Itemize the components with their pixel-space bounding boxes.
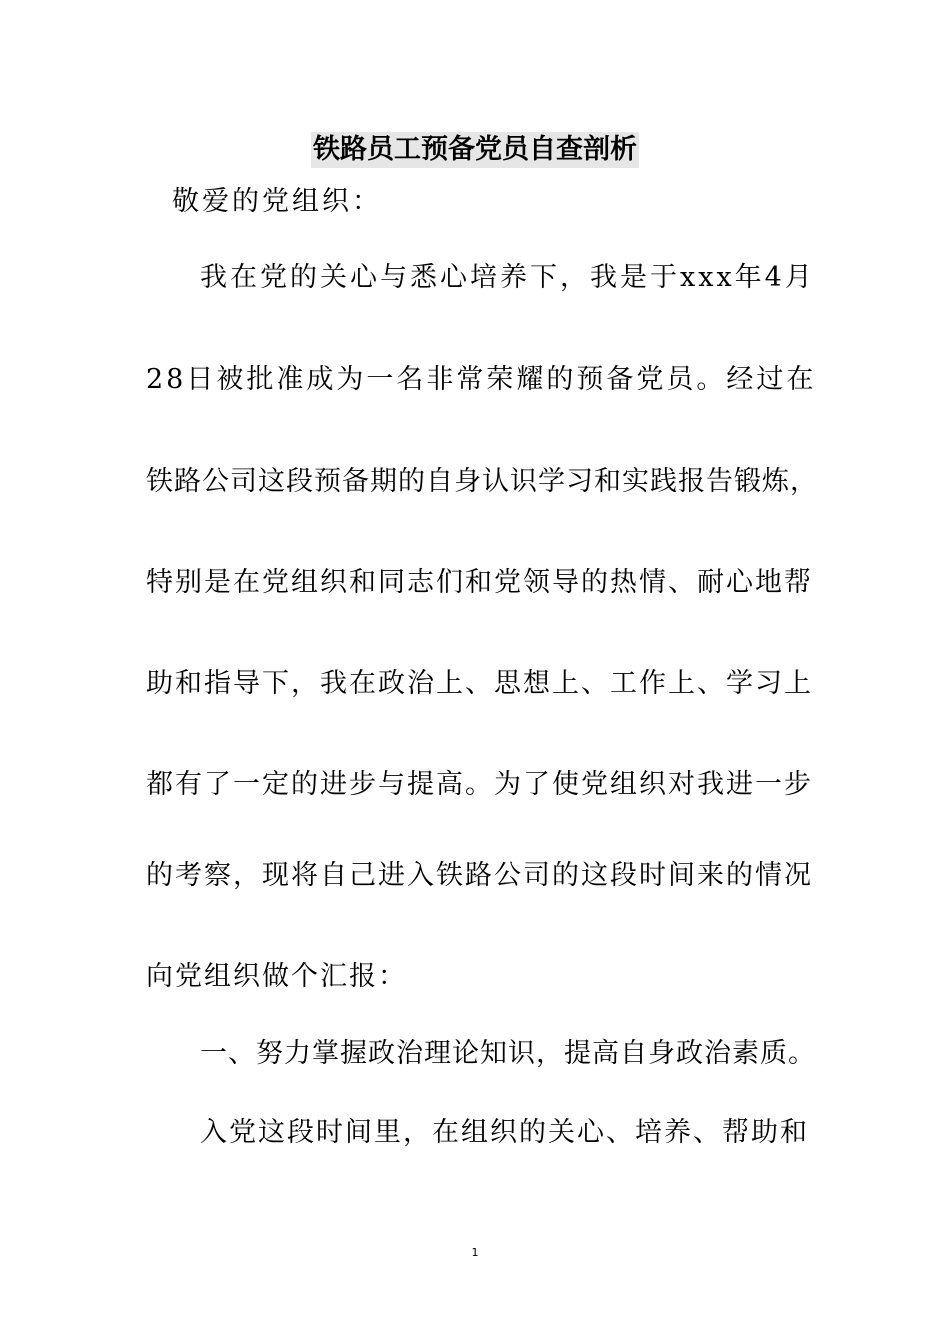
paragraph-line: 铁路公司这段预备期的自身认识学习和实践报告锻炼， (146, 466, 818, 497)
paragraph-line: 都有了一定的进步与提高。为了使党组织对我进一步 (146, 769, 813, 800)
section-heading-line: 一、努力掌握政治理论知识，提高自身政治素质。 (200, 1038, 816, 1069)
salutation-line: 敬爱的党组织： (172, 186, 382, 217)
paragraph-line: 向党组织做个汇报： (146, 961, 407, 992)
document-title: 铁路员工预备党员自查剖析 (311, 132, 639, 168)
paragraph-line: 我在党的关心与悉心培养下，我是于xxx年4月 (200, 262, 815, 293)
page-number: 1 (471, 1246, 479, 1259)
paragraph-line: 的考察，现将自己进入铁路公司的这段时间来的情况 (146, 860, 813, 891)
paragraph-line: 助和指导下，我在政治上、思想上、工作上、学习上 (146, 668, 813, 699)
paragraph-line: 特别是在党组织和同志们和党领导的热情、耐心地帮 (146, 567, 813, 598)
title-container (0, 132, 950, 168)
paragraph-line: 28日被批准成为一名非常荣耀的预备党员。经过在 (146, 364, 817, 395)
paragraph-line: 入党这段时间里，在组织的关心、培养、帮助和 (200, 1117, 809, 1148)
